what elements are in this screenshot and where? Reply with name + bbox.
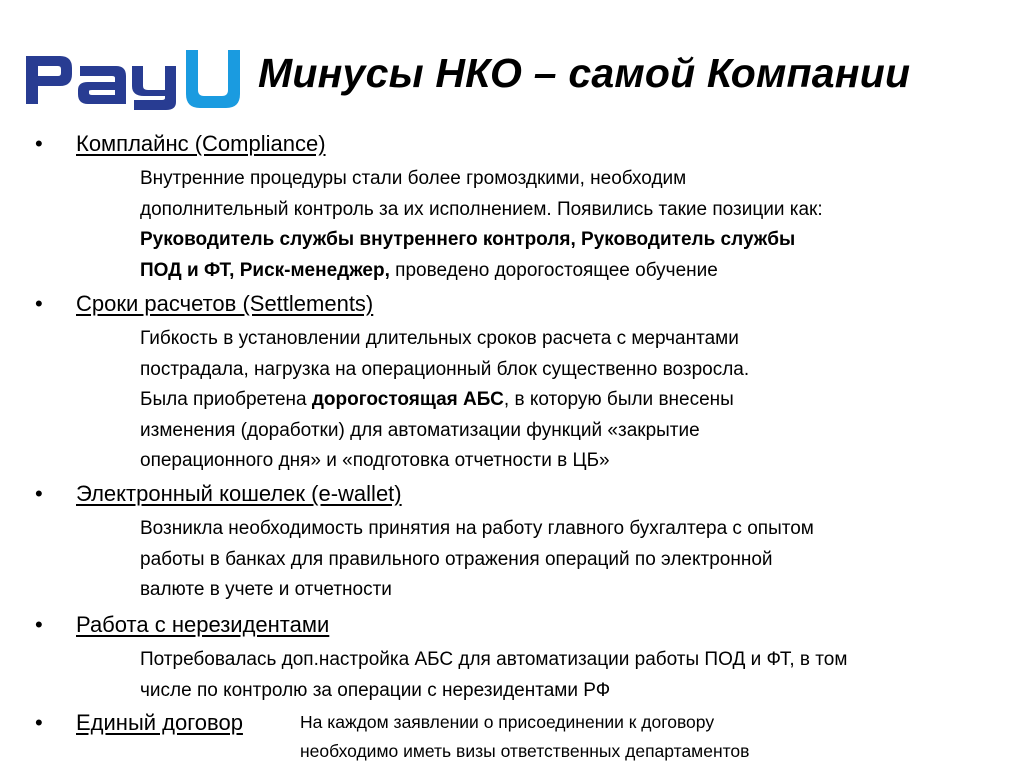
text: работы в банках для правильного отражения операций по электронной (140, 548, 773, 570)
text: числе по контролю за операции с нерезидентами РФ (140, 679, 611, 701)
bullet-icon: • (35, 710, 43, 735)
description-line (140, 164, 823, 195)
text: валюте в учете и отчетности (140, 579, 392, 600)
text: дополнительный контроль за их исполнением. Появились такие позиции как: (140, 198, 823, 220)
text: , в которую были внесены (503, 389, 734, 410)
description-line (140, 355, 749, 386)
section-description (140, 164, 823, 286)
text: Была приобретена (140, 389, 312, 410)
description-line (140, 645, 847, 676)
description-line (140, 575, 814, 606)
description-line (140, 446, 749, 477)
section-heading: Единый договор (76, 710, 243, 735)
bullet-icon: • (35, 291, 43, 316)
bold-text: дорогостоящая АБС (311, 389, 504, 410)
text: пострадала, нагрузка на операционный блок существенно возросла. (140, 358, 750, 380)
text: Внутренние процедуры стали более громоздкими, необходим (140, 168, 687, 189)
bold-text: Руководитель службы внутреннего контроля, Руководитель службы (140, 229, 796, 250)
description-line (140, 324, 749, 355)
description-line (140, 514, 814, 545)
bullet-icon: • (35, 481, 43, 506)
section-heading: Электронный кошелек (e-wallet) (76, 481, 402, 506)
bullet-icon: • (35, 612, 43, 637)
description-line (140, 416, 749, 447)
description-line (140, 545, 814, 576)
section-description (140, 645, 847, 706)
inline-description: необходимо иметь визы ответственных департаментов (300, 741, 750, 761)
text: изменения (доработки) для автоматизации функций «закрытие (140, 419, 700, 441)
section-heading: Работа с нерезидентами (76, 612, 330, 637)
description-line (140, 195, 823, 226)
bullet-icon: • (35, 131, 43, 156)
text: Гибкость в установлении длительных сроков расчета с мерчантами (140, 328, 739, 349)
section-description (140, 324, 749, 477)
text: Потребовалась доп.настройка АБС для автоматизации работы ПОД и ФТ, в том (140, 649, 848, 670)
description-line (140, 256, 823, 287)
section-heading: Сроки расчетов (Settlements) (76, 291, 374, 316)
text: Возникла необходимость принятия на работу главного бухгалтера с опытом (140, 518, 814, 539)
description-line (140, 676, 847, 707)
page-title: Минусы НКО – самой Компании (258, 50, 911, 96)
description-line (140, 225, 823, 256)
description-line (140, 385, 749, 416)
text: операционного дня» и «подготовка отчетности в ЦБ» (140, 450, 610, 471)
bold-text: ПОД и ФТ, Риск-менеджер, (140, 259, 390, 281)
section-heading: Комплайнс (Compliance) (76, 131, 326, 156)
text: проведено дорогостоящее обучение (389, 259, 718, 281)
section-description (140, 514, 814, 606)
inline-description: На каждом заявлении о присоединении к договору (300, 712, 715, 732)
